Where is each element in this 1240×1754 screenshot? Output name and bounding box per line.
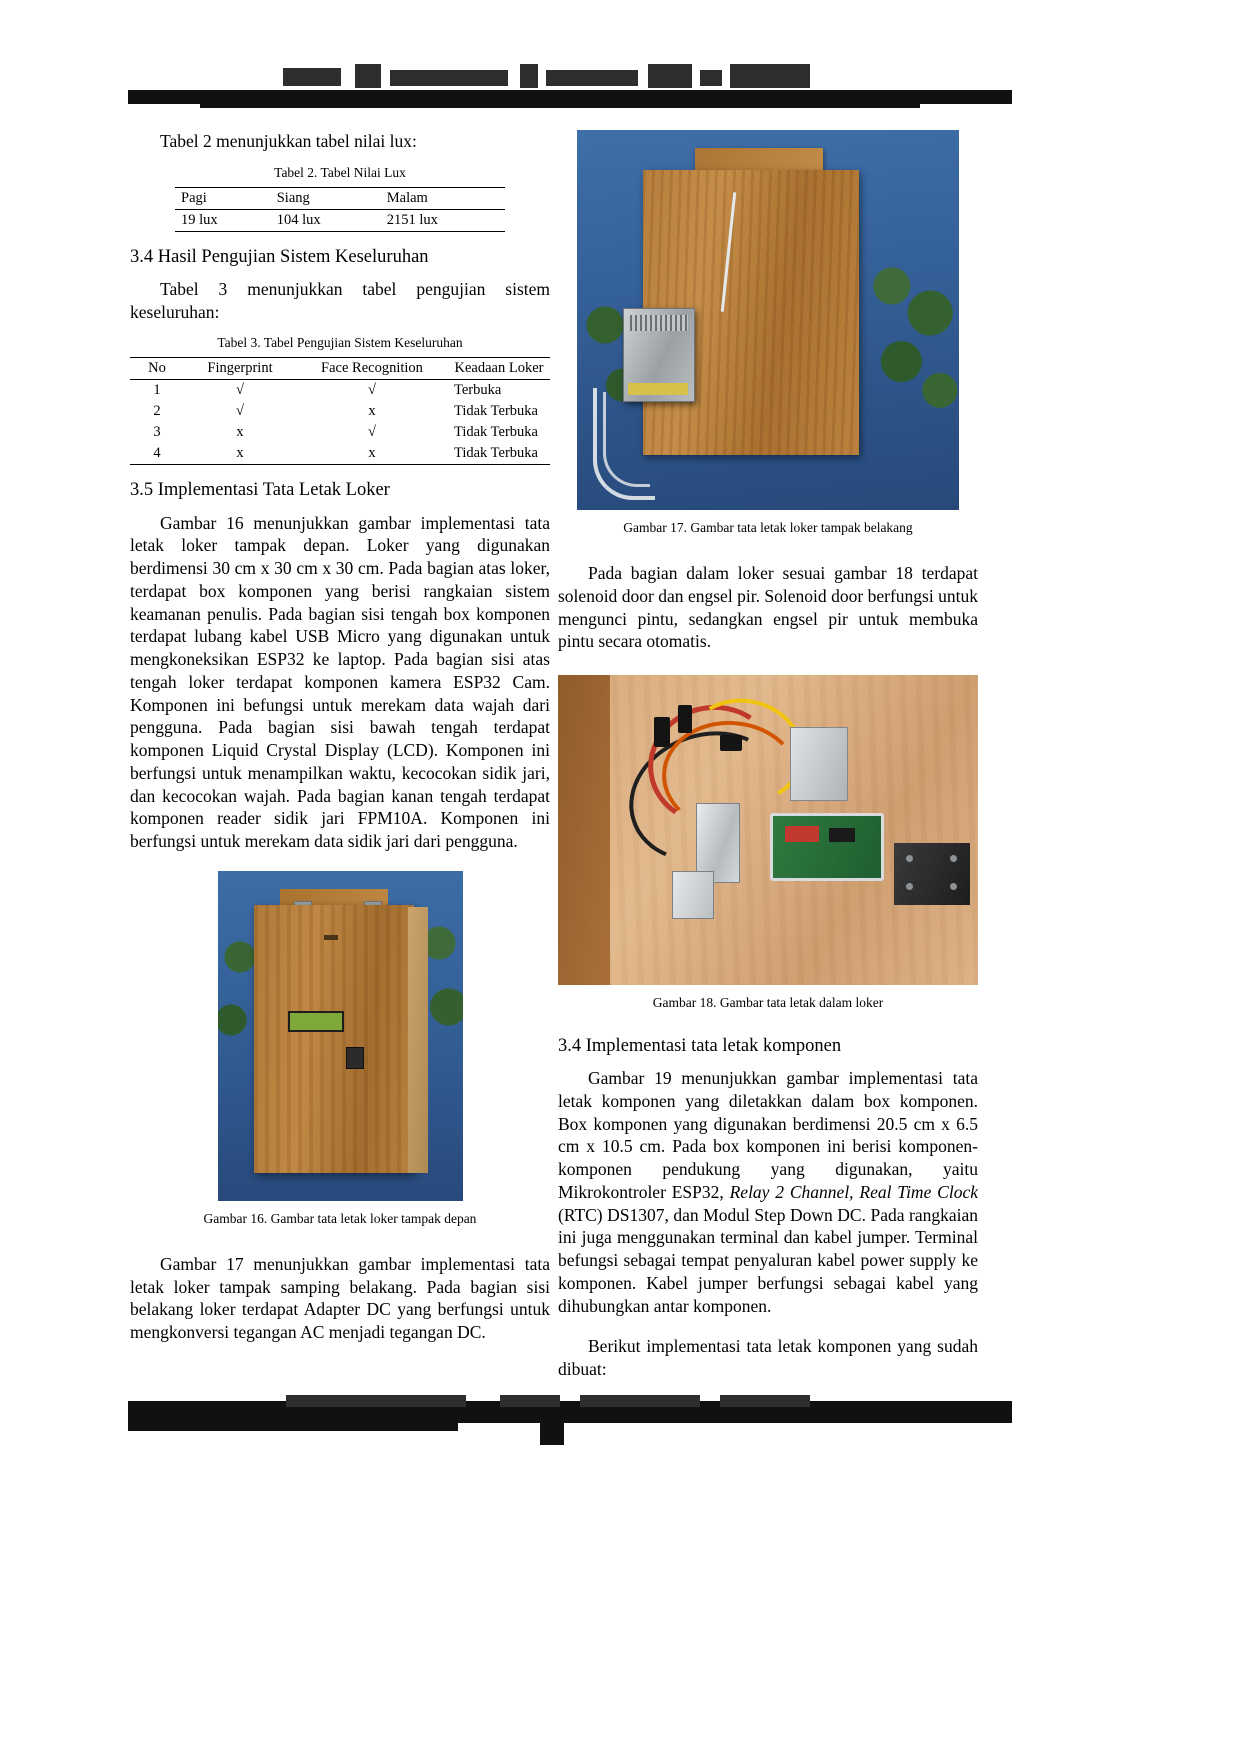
board-chip-black <box>829 828 855 842</box>
table-cell: √ <box>236 382 244 399</box>
paragraph-gambar18: Pada bagian dalam loker sesuai gambar 18 terdapat solenoid door dan engsel pir. Solenoid door berfungsi untuk mengunci pintu, sedangkan engsel pir untuk membuka pintu secara otomatis. <box>558 563 978 652</box>
locker-side-panel <box>408 907 428 1173</box>
table-row <box>175 187 505 209</box>
terminal-block <box>672 871 714 919</box>
table-cell: Tidak Terbuka <box>448 443 550 465</box>
figure-18-caption: Gambar 18. Gambar tata letak dalam loker <box>652 995 884 1010</box>
table-row <box>175 209 505 231</box>
table-cell: 104 lux <box>271 209 381 231</box>
figure-17-image <box>577 130 959 510</box>
table-cell: 4 <box>130 443 184 465</box>
intro-line-tabel2: Tabel 2 menunjukkan tabel nilai lux: <box>160 131 417 151</box>
table-cell: Terbuka <box>454 382 502 399</box>
table-cell: x <box>368 403 376 420</box>
power-cable-secondary <box>603 392 650 487</box>
lcd-display <box>288 1011 344 1032</box>
table-header-cell: Malam <box>381 187 505 209</box>
adapter-vent <box>630 315 688 331</box>
board-chip-red <box>785 826 819 842</box>
table-cell: x <box>296 443 448 465</box>
table-row <box>130 401 550 422</box>
table3-caption: Tabel 3. Tabel Pengujian Sistem Keseluruhan <box>217 335 463 351</box>
table-cell: √ <box>368 382 376 399</box>
bottom-redaction-band <box>0 1395 1240 1455</box>
usb-cable-slot <box>324 935 338 940</box>
table-header-cell: Pagi <box>175 187 271 209</box>
table-row <box>130 422 550 443</box>
table-cell: √ <box>368 424 376 441</box>
table-header-cell: Siang <box>271 187 381 209</box>
table-pengujian-sistem <box>130 357 550 465</box>
table-row <box>130 443 550 465</box>
table-header-cell: Face Recognition <box>296 358 448 380</box>
plant-right-decoration <box>863 250 959 430</box>
figure-18-image <box>558 675 978 985</box>
paragraph-berikut: Berikut implementasi tata letak komponen yang sudah dibuat: <box>558 1336 978 1380</box>
table-header-cell: Keadaan Loker <box>448 358 550 380</box>
paragraph-gambar17: Gambar 17 menunjukkan gambar implementasi tata letak loker tampak samping belakang. Pada bagian sisi belakang loker terdapat Adapter DC yang berfungsi untuk mengkonversi tegangan AC menjadi tegangan DC. <box>130 1253 550 1343</box>
table-cell: 2 <box>153 403 161 420</box>
connector-header-3 <box>720 735 742 751</box>
table-row <box>130 380 550 402</box>
paragraph-gambar19-part2: (RTC) DS1307, dan Modul Step Down DC. Pada rangkaian ini juga menggunakan terminal dan kabel jumper. Terminal befungsi sebagai tempat penyaluran kabel power supply ke komponen. Kabel jumper berfungsi sebagai kabel yang dihubungkan antar komponen. <box>558 1204 978 1316</box>
paragraph-gambar19-italic: Relay 2 Channel, Real Time Clock <box>729 1181 978 1202</box>
section-heading-3-4: 3.4 Hasil Pengujian Sistem Keseluruhan <box>130 246 429 267</box>
table2-caption: Tabel 2. Tabel Nilai Lux <box>274 164 406 180</box>
figure-16-image <box>218 871 463 1201</box>
table-cell: 1 <box>153 382 161 399</box>
section-heading-3-4b: 3.4 Implementasi tata letak komponen <box>558 1036 842 1056</box>
fingerprint-reader <box>346 1047 364 1069</box>
table-cell: x <box>236 424 244 441</box>
connector-header-2 <box>678 705 692 733</box>
paragraph-gambar16: Gambar 16 menunjukkan gambar implementasi tata letak loker tampak depan. Loker yang digunakan berdimensi 30 cm x 30 cm x 30 cm. Pada bagian atas loker, terdapat box komponen yang berisi rangkaian sistem keamanan penulis. Pada bagian sisi tengah box komponen terdapat lubang kabel USB Micro yang digunakan untuk mengkoneksikan ESP32 ke laptop. Pada bagian sisi atas tengah loker terdapat komponen kamera ESP32 Cam. Komponen ini befungsi untuk merekam data wajah dari pengguna. Pada bagian sisi bawah tengah terdapat komponen Liquid Crystal Display (LCD). Komponen ini berfungsi untuk menampilkan waktu, kecocokan sidik jari, dan kecocokan wajah. Pada bagian kanan tengah terdapat komponen reader sidik jari FPM10A. Komponen ini berfungsi untuk merekam data sidik jari dari pengguna. <box>130 512 550 852</box>
table-cell: 2151 lux <box>381 209 505 231</box>
paragraph-tabel3-intro: Tabel 3 menunjukkan tabel pengujian sistem keseluruhan: <box>130 278 550 322</box>
engsel-pir-hinge <box>894 843 970 905</box>
connector-header-1 <box>654 717 670 747</box>
table-cell: 3 <box>153 424 161 441</box>
relay-module <box>790 727 848 801</box>
figure-17-caption: Gambar 17. Gambar tata letak loker tampak belakang <box>623 520 913 535</box>
table-header-cell: No <box>130 358 184 380</box>
right-column <box>558 130 978 1381</box>
table-cell: √ <box>236 403 244 420</box>
table-row <box>130 358 550 380</box>
paragraph-gambar19-part1: Gambar 19 menunjukkan gambar implementasi tata letak komponen yang diletakkan dalam box komponen. Box komponen yang digunakan berdimensi 20.5 cm x 6.5 cm x 10.5 cm. Pada box komponen ini berisi komponen-komponen pendukung yang digunakan, yaitu Mikrokontroler ESP32, <box>558 1068 978 1202</box>
controller-board <box>770 813 884 881</box>
table-cell: x <box>184 443 296 465</box>
locker-door <box>254 905 414 1173</box>
left-column <box>130 130 550 1344</box>
table-nilai-lux <box>175 187 505 232</box>
figure-16-caption: Gambar 16. Gambar tata letak loker tampak depan <box>203 1210 477 1226</box>
table-cell: Tidak Terbuka <box>454 403 538 420</box>
table-cell: 19 lux <box>175 209 271 231</box>
table-cell: Tidak Terbuka <box>454 424 538 441</box>
section-heading-3-5: 3.5 Implementasi Tata Letak Loker <box>130 480 390 501</box>
locker-side-wall <box>558 675 610 985</box>
table-header-cell: Fingerprint <box>184 358 296 380</box>
paragraph-gambar19 <box>558 1067 978 1317</box>
